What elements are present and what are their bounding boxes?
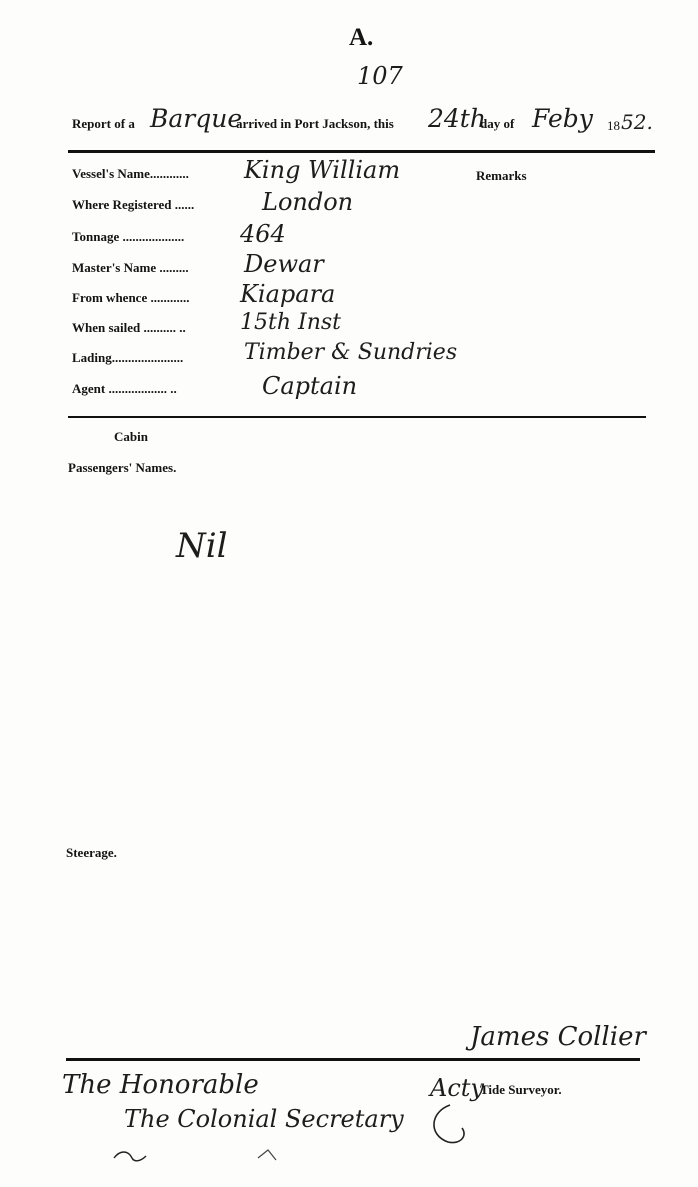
field-label-agent: Agent .................. .. xyxy=(72,381,177,396)
steerage-label: Steerage. xyxy=(66,845,117,860)
field-label-vessel-name: Vessel's Name............ xyxy=(72,166,189,181)
field-label-tonnage: Tonnage ................... xyxy=(72,229,185,244)
year-written: 52. xyxy=(621,110,653,134)
field-value-lading: Timber & Sundries xyxy=(244,340,458,365)
small-ink-mark-2 xyxy=(250,1138,290,1168)
field-value-from-whence: Kiapara xyxy=(240,280,336,308)
footer-divider xyxy=(66,1058,640,1061)
field-label-when-sailed: When sailed .......... .. xyxy=(72,320,186,335)
flourish-mark xyxy=(420,1100,480,1150)
field-value-agent: Captain xyxy=(262,372,358,400)
field-label-masters-name: Master's Name ......... xyxy=(72,260,189,275)
month-value: Feby xyxy=(532,104,593,133)
addressee-line-2: The Colonial Secretary xyxy=(124,1105,404,1133)
small-ink-mark xyxy=(110,1140,150,1170)
day-value: 24th xyxy=(428,104,486,133)
remarks-label: Remarks xyxy=(476,168,527,183)
field-label-from-whence: From whence ............ xyxy=(72,290,190,305)
passengers-value: Nil xyxy=(176,526,228,566)
header-divider xyxy=(68,150,655,153)
passengers-label: Passengers' Names. xyxy=(68,460,177,475)
field-label-where-registered: Where Registered ...... xyxy=(72,197,195,212)
field-label-lading: Lading...................... xyxy=(72,350,184,365)
field-value-tonnage: 464 xyxy=(240,220,286,248)
field-value-masters-name: Dewar xyxy=(244,250,324,278)
report-day-of: day of xyxy=(480,116,515,131)
acting-note: Acty xyxy=(430,1074,484,1102)
field-value-where-registered: London xyxy=(262,188,354,216)
folio-number: 107 xyxy=(357,62,403,90)
field-value-when-sailed: 15th Inst xyxy=(240,310,341,335)
addressee-line-1: The Honorable xyxy=(62,1070,259,1100)
cabin-label: Cabin xyxy=(114,429,148,444)
fields-divider xyxy=(68,416,646,418)
signature: James Collier xyxy=(470,1022,646,1052)
vessel-type-value: Barque xyxy=(150,104,243,133)
report-middle: arrived in Port Jackson, this xyxy=(236,116,394,131)
report-prefix: Report of a xyxy=(72,116,135,131)
field-value-vessel-name: King William xyxy=(244,156,401,184)
form-letter: A. xyxy=(349,24,374,51)
year-printed: 18 xyxy=(607,118,620,133)
tide-surveyor-label: Tide Surveyor. xyxy=(480,1082,562,1097)
